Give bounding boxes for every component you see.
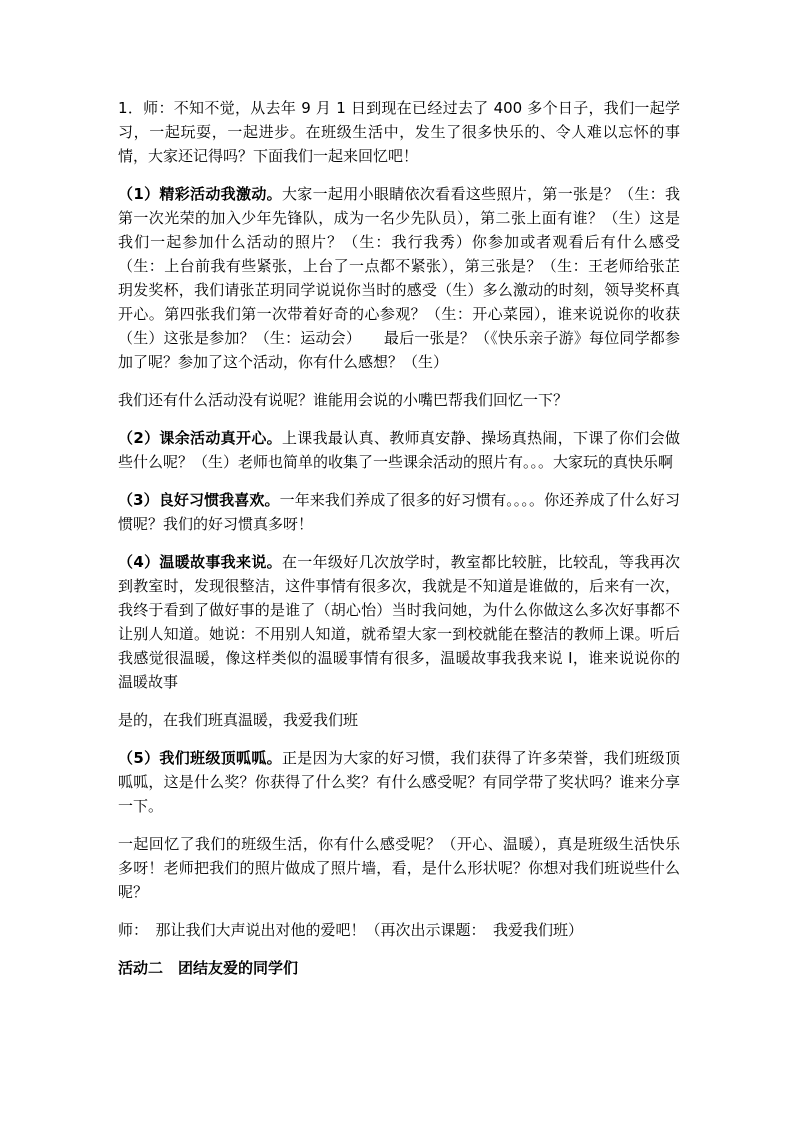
- paragraph-after-class-lead: （2）课余活动真开心。: [118, 429, 282, 447]
- paragraph-teacher-closing: [118, 918, 680, 942]
- paragraph-after-class-text: 上课我最认真、教师真安静、操场真热闹，下课了你们会做些什么呢？（生）老师也简单的收集了一些课余活动的照片有。。。大家玩的真快乐啊: [118, 429, 680, 471]
- paragraph-warm-class: [118, 708, 680, 732]
- paragraph-habits: [118, 488, 680, 536]
- paragraph-teacher-closing-text: 师： 那让我们大声说出对他的爱吧！（再次出示课题： 我爱我们班）: [118, 921, 584, 939]
- paragraph-warm-story-lead: （4）温暖故事我来说。: [118, 553, 282, 571]
- paragraph-after-class: [118, 426, 680, 474]
- paragraph-honors-lead: （5）我们班级顶呱呱。: [118, 749, 282, 767]
- paragraph-honors: [118, 746, 680, 818]
- paragraph-summary: [118, 832, 680, 904]
- paragraph-habits-text: 一年来我们养成了很多的好习惯有。。。。你还养成了什么好习惯呢？我们的好习惯真多呀！: [118, 491, 680, 533]
- paragraph-warm-story: [118, 550, 680, 694]
- paragraph-activities-text: 大家一起用小眼睛依次看看这些照片，第一张是？（生：我第一次光荣的加入少年先锋队，成为一名少先队员），第二张上面有谁？（生）这是我们一起参加什么活动的照片？（生：我行我秀）你参加或者观看后有什么感受（生：上台前我有些紧张，上台了一点都不紧张），第三张是？（生：王老师给张芷玥发奖杯，我们请张芷玥同学说说你当时的感受（生）多么激动的时刻，领导奖杯真开心。第四张我们第一次带着好奇的心参观？（生：开心菜园），谁来说说你的收获（生）这张是参加？（生：运动会） 最后一张是？（《快乐亲子游》每位同学都参加了呢？参加了这个活动，你有什么感想？（生）: [118, 185, 680, 371]
- paragraph-honors-text: 正是因为大家的好习惯，我们获得了许多荣誉，我们班级顶呱呱，这是什么奖？你获得了什么奖？有什么感受呢？有同学带了奖状吗？谁来分享一下。: [118, 749, 680, 815]
- paragraph-activities: [118, 182, 680, 374]
- paragraph-habits-lead: （3）良好习惯我喜欢。: [118, 491, 280, 509]
- paragraph-warm-class-text: 是的，在我们班真温暖，我爱我们班: [118, 711, 359, 729]
- paragraph-intro: [118, 96, 680, 168]
- paragraph-warm-story-text: 在一年级好几次放学时，教室都比较脏，比较乱，等我再次到教室时，发现很整洁，这件事情有很多次，我就是不知道是谁做的，后来有一次，我终于看到了做好事的是谁了（胡心怡）当时我问她，为什么你做这么多次好事都不让别人知道。她说：不用别人知道，就希望大家一到校就能在整洁的教师上课。听后我感觉很温暖，像这样类似的温暖事情有很多，温暖故事我我来说 I，谁来说说你的温暖故事: [118, 553, 680, 691]
- paragraph-activities-lead: （1）精彩活动我激动。: [118, 185, 282, 203]
- activity-two-heading: 活动二 团结友爱的同学们: [118, 959, 299, 977]
- document-page: [118, 96, 680, 994]
- paragraph-recall-text: 我们还有什么活动没有说呢？谁能用会说的小嘴巴帮我们回忆一下？: [118, 391, 569, 409]
- paragraph-intro-text: 1．师：不知不觉，从去年 9 月 1 日到现在已经过去了 400 多个日子，我们一起学习，一起玩耍，一起进步。在班级生活中，发生了很多快乐的、令人难以忘怀的事情，大家还记得吗？下面我们一起来回忆吧！: [118, 99, 680, 165]
- paragraph-summary-text: 一起回忆了我们的班级生活，你有什么感受呢？（开心、温暖），真是班级生活快乐多呀！老师把我们的照片做成了照片墙，看，是什么形状呢？你想对我们班说些什么呢？: [118, 835, 680, 901]
- paragraph-recall: [118, 388, 680, 412]
